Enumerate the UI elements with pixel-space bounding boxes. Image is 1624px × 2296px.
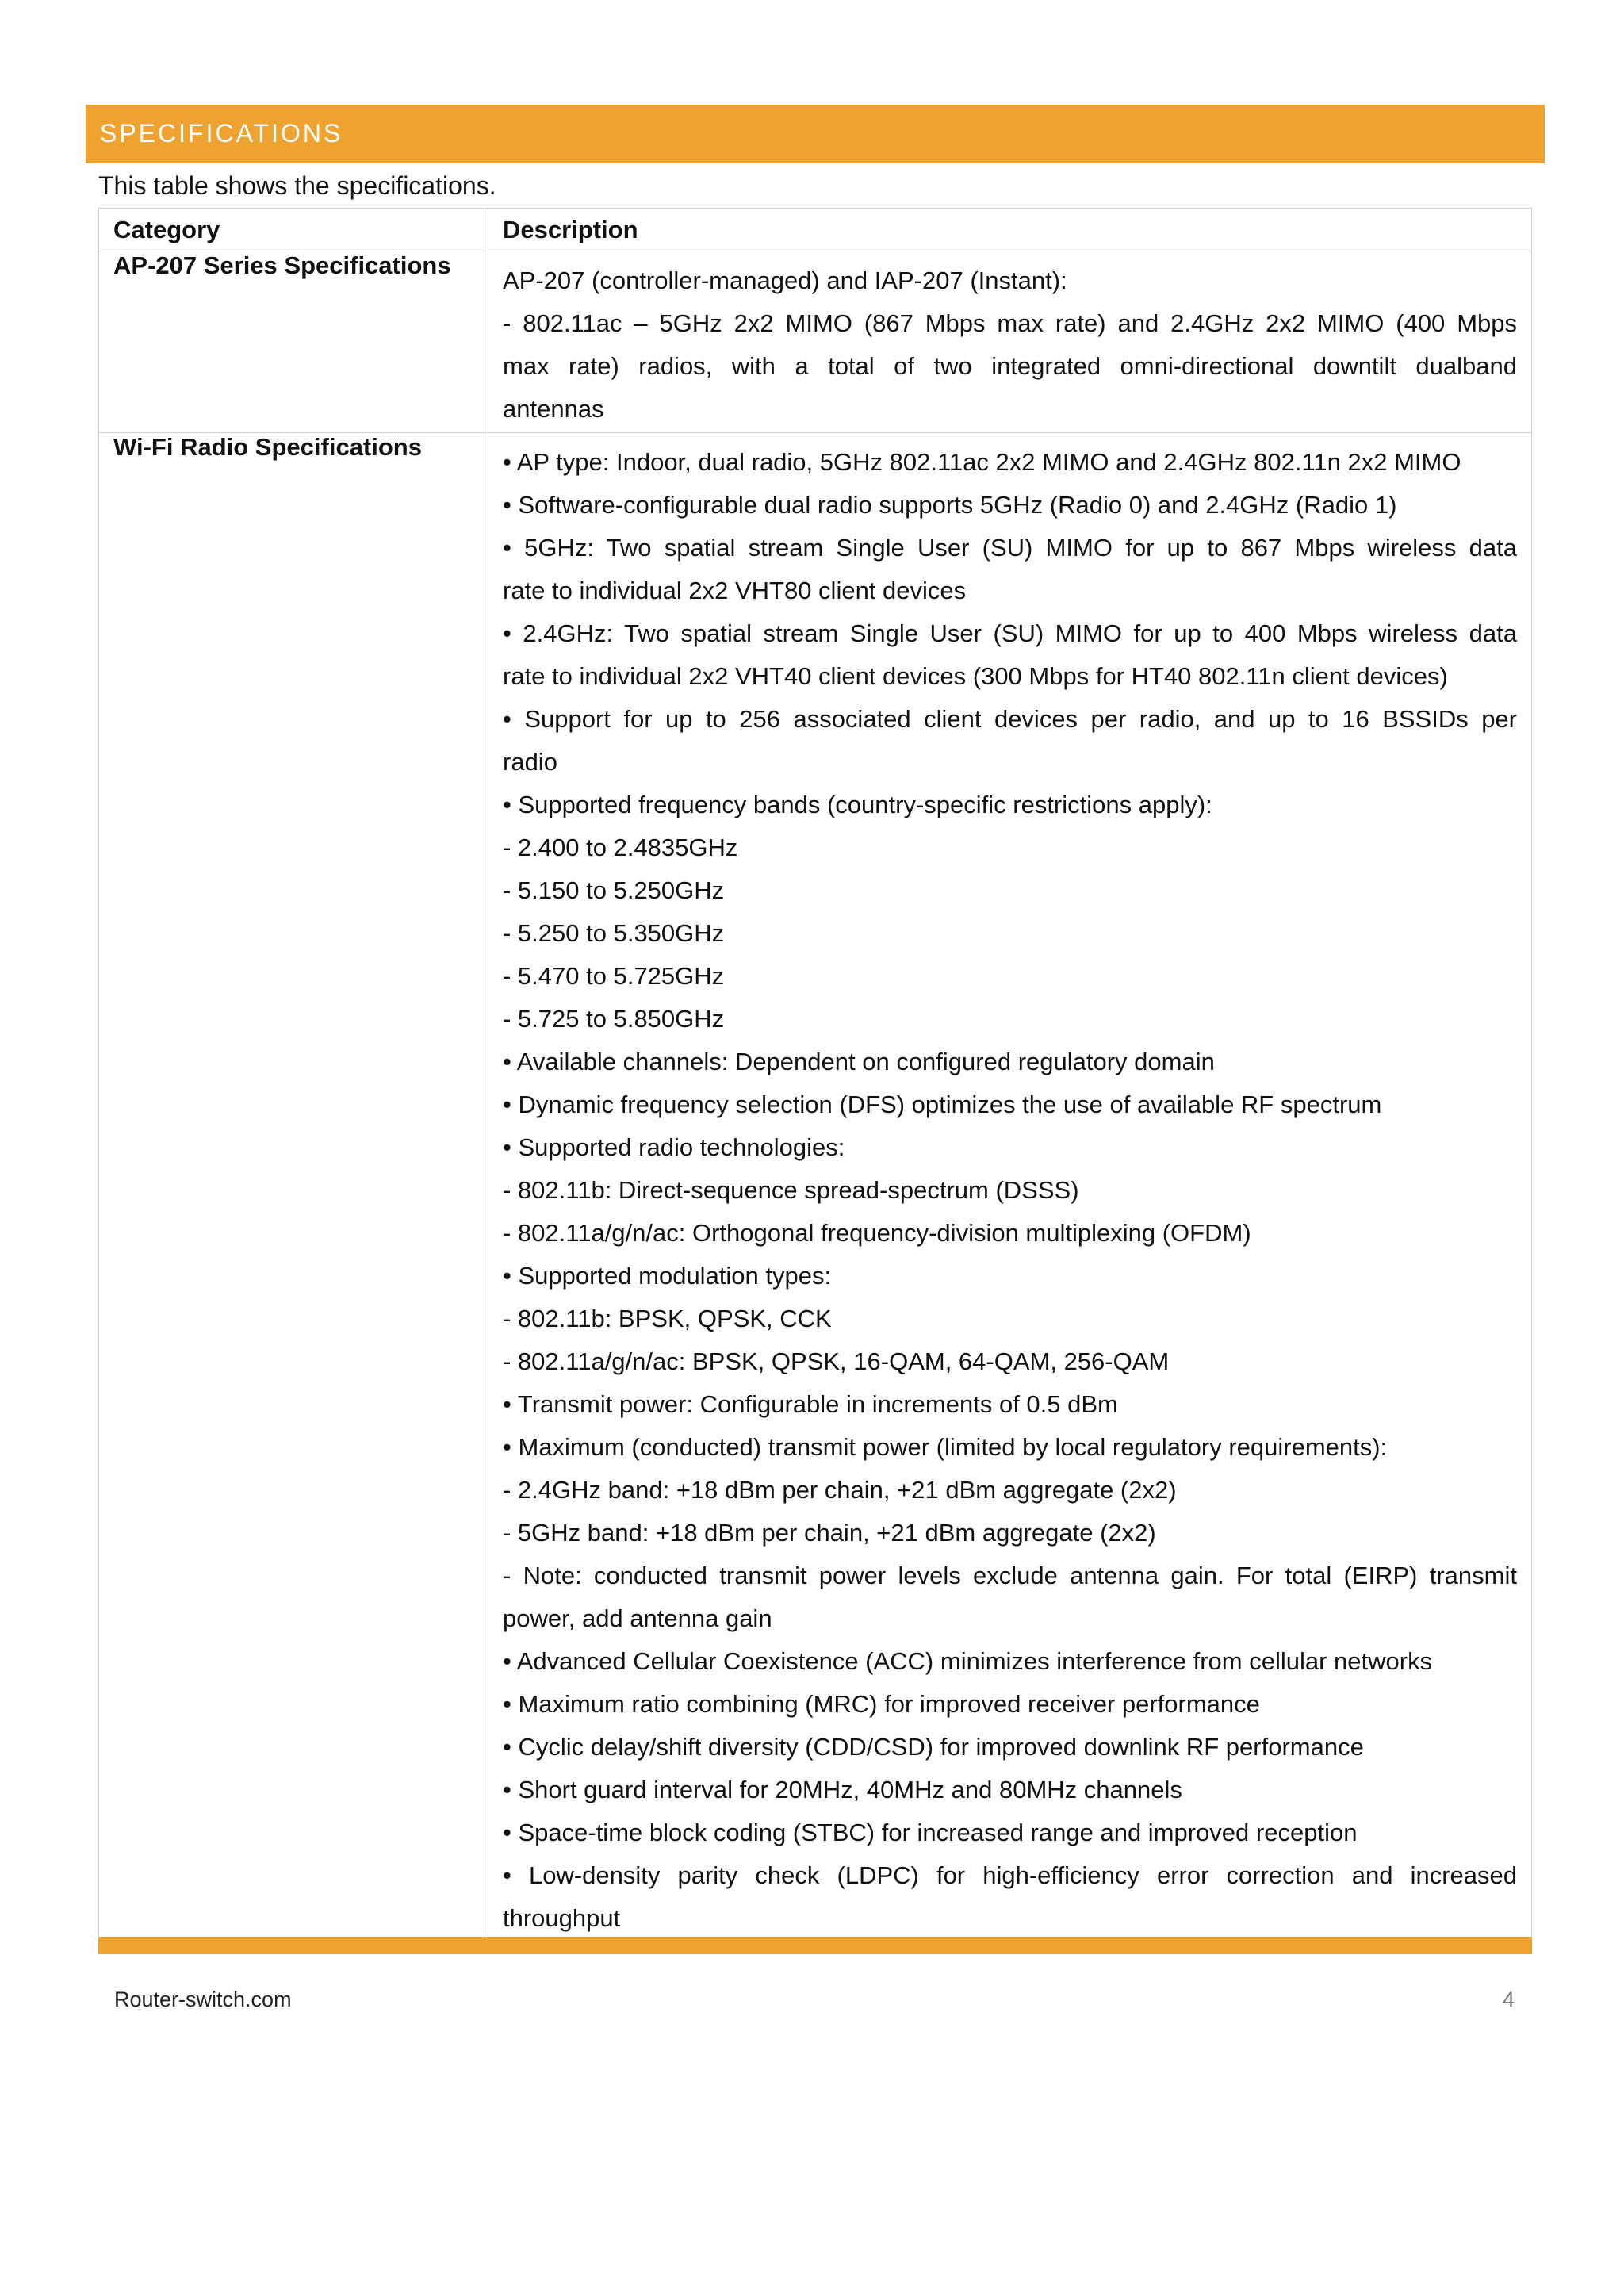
description-line: max rate) radios, with a total of two integrated omni-directional downtilt dualband — [503, 352, 1517, 380]
description-line: - 802.11a/g/n/ac: BPSK, QPSK, 16-QAM, 64-QAM, 256-QAM — [503, 1347, 1170, 1375]
description-line: • Cyclic delay/shift diversity (CDD/CSD) for improved downlink RF performance — [503, 1733, 1364, 1761]
description-line: - Note: conducted transmit power levels exclude antenna gain. For total (EIRP) transmit — [503, 1562, 1517, 1589]
description-line: • Low-density parity check (LDPC) for high-efficiency error correction and increased — [503, 1861, 1517, 1889]
description-line: • Supported radio technologies: — [503, 1133, 845, 1161]
description-line: • Advanced Cellular Coexistence (ACC) minimizes interference from cellular networks — [503, 1647, 1433, 1675]
description-line: • Dynamic frequency selection (DFS) optimizes the use of available RF spectrum — [503, 1091, 1382, 1118]
description-line: • Supported frequency bands (country-specific restrictions apply): — [503, 791, 1212, 818]
section-header-banner — [86, 105, 1545, 163]
description-line: power, add antenna gain — [503, 1604, 772, 1632]
description-line: rate to individual 2x2 VHT40 client devices (300 Mbps for HT40 802.11n client devices) — [503, 662, 1448, 690]
section-title: SPECIFICATIONS — [100, 119, 343, 148]
description-line: - 2.400 to 2.4835GHz — [503, 834, 738, 861]
description-line: radio — [503, 748, 557, 776]
description-line: - 802.11a/g/n/ac: Orthogonal frequency-division multiplexing (OFDM) — [503, 1219, 1251, 1247]
row-description — [488, 433, 1532, 1942]
header-category: Category — [99, 209, 488, 251]
description-line: • Maximum (conducted) transmit power (limited by local regulatory requirements): — [503, 1433, 1388, 1461]
description-line: throughput — [503, 1904, 621, 1932]
description-line: • Available channels: Dependent on configured regulatory domain — [503, 1048, 1215, 1075]
table-header-row — [99, 209, 1532, 251]
description-line: • Space-time block coding (STBC) for increased range and improved reception — [503, 1819, 1358, 1846]
page-number: 4 — [1503, 1987, 1515, 2011]
footer-divider-bar — [98, 1937, 1532, 1954]
description-line: rate to individual 2x2 VHT80 client devices — [503, 577, 967, 604]
description-line: - 5GHz band: +18 dBm per chain, +21 dBm aggregate (2x2) — [503, 1519, 1156, 1547]
description-line: - 5.470 to 5.725GHz — [503, 962, 725, 990]
row-category: AP-207 Series Specifications — [99, 251, 488, 433]
description-line: - 802.11b: Direct-sequence spread-spectrum (DSSS) — [503, 1176, 1079, 1204]
description-line: - 5.725 to 5.850GHz — [503, 1005, 725, 1033]
row-category: Wi-Fi Radio Specifications — [99, 433, 488, 1942]
description-line: • Transmit power: Configurable in increments of 0.5 dBm — [503, 1390, 1118, 1418]
footer-site: Router-switch.com — [114, 1987, 292, 2011]
description-line: antennas — [503, 395, 604, 423]
description-line: • Maximum ratio combining (MRC) for improved receiver performance — [503, 1690, 1260, 1718]
table-row — [99, 251, 1532, 433]
description-line: - 5.250 to 5.350GHz — [503, 919, 725, 947]
specifications-table — [98, 208, 1532, 1942]
description-line: - 2.4GHz band: +18 dBm per chain, +21 dBm aggregate (2x2) — [503, 1476, 1177, 1504]
description-line: • Support for up to 256 associated client devices per radio, and up to 16 BSSIDs per — [503, 705, 1517, 733]
description-line: - 802.11b: BPSK, QPSK, CCK — [503, 1305, 832, 1332]
description-line: AP-207 (controller-managed) and IAP-207 (Instant): — [503, 266, 1067, 294]
description-line: • 2.4GHz: Two spatial stream Single User (SU) MIMO for up to 400 Mbps wireless data — [503, 619, 1517, 647]
description-line: - 5.150 to 5.250GHz — [503, 876, 725, 904]
description-line: • Supported modulation types: — [503, 1262, 832, 1290]
table-row — [99, 433, 1532, 1942]
row-description — [488, 251, 1532, 433]
header-description: Description — [488, 209, 1532, 251]
description-line: - 802.11ac – 5GHz 2x2 MIMO (867 Mbps max rate) and 2.4GHz 2x2 MIMO (400 Mbps — [503, 309, 1517, 337]
table-caption: This table shows the specifications. — [98, 171, 496, 200]
description-line: • Software-configurable dual radio supports 5GHz (Radio 0) and 2.4GHz (Radio 1) — [503, 491, 1397, 519]
description-line: • Short guard interval for 20MHz, 40MHz and 80MHz channels — [503, 1776, 1182, 1803]
description-line: • AP type: Indoor, dual radio, 5GHz 802.11ac 2x2 MIMO and 2.4GHz 802.11n 2x2 MIMO — [503, 448, 1461, 476]
description-line: • 5GHz: Two spatial stream Single User (SU) MIMO for up to 867 Mbps wireless data — [503, 534, 1517, 562]
